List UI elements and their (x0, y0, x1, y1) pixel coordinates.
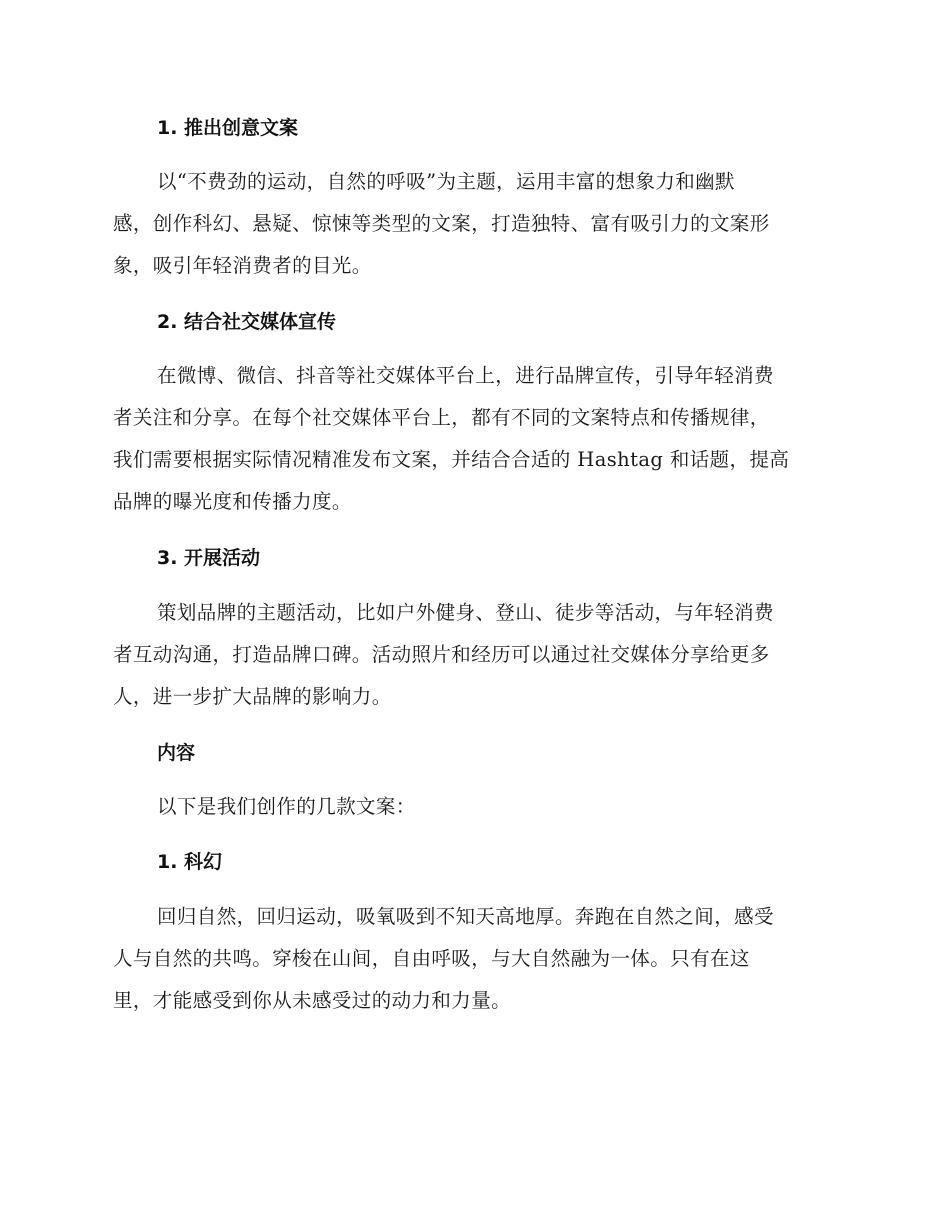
section-heading-social-media: 2. 结合社交媒体宣传 (157, 311, 337, 333)
paragraph-line: 我们需要根据实际情况精准发布文案，并结合合适的 Hashtag 和话题，提高 (113, 448, 790, 471)
paragraph-line: 在微博、微信、抖音等社交媒体平台上，进行品牌宣传，引导年轻消费 (157, 364, 774, 387)
paragraph-line: 者互动沟通，打造品牌口碑。活动照片和经历可以通过社交媒体分享给更多 (113, 643, 770, 666)
section-paragraph-social-media (113, 355, 838, 523)
paragraph-line: 里，才能感受到你从未感受过的动力和力量。 (113, 989, 512, 1012)
paragraph-line: 以下是我们创作的几款文案： (157, 795, 416, 818)
section-paragraph-creative-copy (113, 161, 838, 287)
section-heading-content: 内容 (157, 742, 196, 764)
section-heading-activities: 3. 开展活动 (157, 547, 261, 569)
paragraph-line: 品牌的曝光度和传播力度。 (113, 490, 352, 513)
section-paragraph-content (113, 786, 838, 828)
paragraph-line: 策划品牌的主题活动，比如户外健身、登山、徒步等活动，与年轻消费 (157, 601, 774, 624)
section-heading-creative-copy: 1. 推出创意文案 (157, 117, 299, 139)
section-paragraph-scifi (113, 896, 838, 1022)
paragraph-line: 人与自然的共鸣。穿梭在山间，自由呼吸，与大自然融为一体。只有在这 (113, 947, 750, 970)
paragraph-line: 以“不费劲的运动，自然的呼吸”为主题，运用丰富的想象力和幽默 (157, 170, 735, 193)
section-paragraph-activities (113, 592, 838, 718)
paragraph-line: 感，创作科幻、悬疑、惊悚等类型的文案，打造独特、富有吸引力的文案形 (113, 212, 770, 235)
paragraph-line: 人，进一步扩大品牌的影响力。 (113, 685, 392, 708)
paragraph-line: 象，吸引年轻消费者的目光。 (113, 254, 372, 277)
paragraph-line: 回归自然，回归运动，吸氧吸到不知天高地厚。奔跑在自然之间，感受 (157, 905, 774, 928)
section-heading-scifi: 1. 科幻 (157, 851, 223, 873)
paragraph-line: 者关注和分享。在每个社交媒体平台上，都有不同的文案特点和传播规律， (113, 406, 770, 429)
